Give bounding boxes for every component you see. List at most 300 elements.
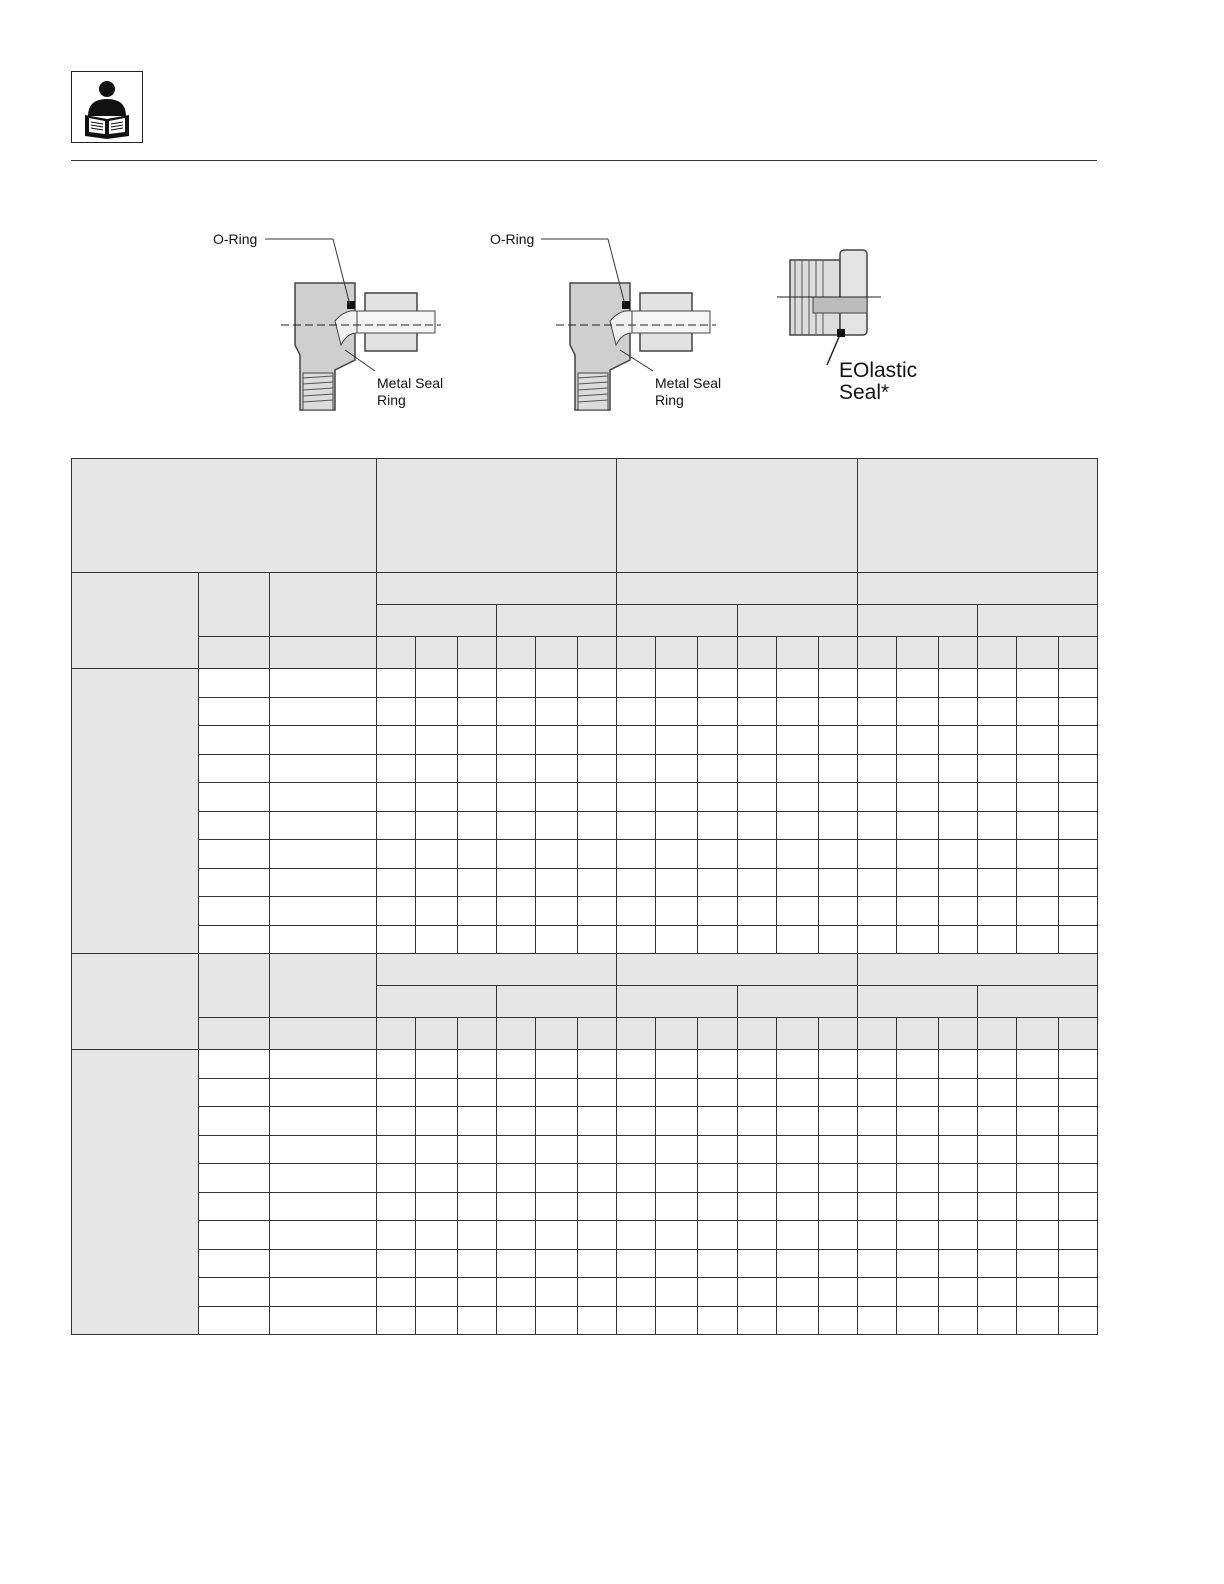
data-cell — [1017, 1135, 1059, 1164]
data-cell — [270, 897, 377, 926]
data-cell — [199, 726, 270, 755]
data-cell — [1059, 897, 1098, 926]
unit-header-cell — [416, 637, 458, 669]
unit-header-cell — [536, 637, 578, 669]
data-cell — [497, 1306, 536, 1335]
data-cell — [978, 669, 1017, 698]
data-cell — [978, 1306, 1017, 1335]
data-cell — [1017, 840, 1059, 869]
data-cell — [978, 840, 1017, 869]
data-cell — [578, 897, 617, 926]
data-cell — [939, 754, 978, 783]
data-cell — [1017, 754, 1059, 783]
title-cell-group-2 — [617, 459, 858, 573]
data-cell — [1059, 1107, 1098, 1136]
data-cell — [819, 840, 858, 869]
table-row — [72, 1078, 1098, 1107]
data-cell — [978, 726, 1017, 755]
data-cell — [1017, 783, 1059, 812]
data-cell — [617, 697, 656, 726]
data-cell — [939, 1050, 978, 1079]
data-cell — [777, 1050, 819, 1079]
data-cell — [698, 726, 738, 755]
data-cell — [858, 1221, 897, 1250]
unit-header-cell — [1059, 637, 1098, 669]
data-cell — [536, 1192, 578, 1221]
unit-header-cell — [777, 637, 819, 669]
data-cell — [738, 868, 777, 897]
data-cell — [858, 1107, 897, 1136]
section-1-label-cell — [72, 573, 199, 669]
table-row — [72, 1050, 1098, 1079]
data-cell — [458, 925, 497, 954]
data-cell — [819, 897, 858, 926]
subgroup-header-cell — [617, 986, 738, 1018]
unit-header-cell — [458, 1018, 497, 1050]
data-cell — [458, 1078, 497, 1107]
data-cell — [777, 1135, 819, 1164]
data-cell — [1059, 1135, 1098, 1164]
data-cell — [270, 1135, 377, 1164]
data-cell — [819, 1164, 858, 1193]
data-cell — [578, 1249, 617, 1278]
unit-header-cell — [738, 1018, 777, 1050]
data-cell — [698, 1107, 738, 1136]
data-cell — [698, 925, 738, 954]
data-cell — [497, 783, 536, 812]
data-cell — [497, 1050, 536, 1079]
data-cell — [1017, 897, 1059, 926]
data-cell — [777, 1192, 819, 1221]
data-cell — [656, 811, 698, 840]
subgroup-header-cell — [497, 986, 617, 1018]
subgroup-header-cell — [738, 986, 858, 1018]
person-reading-manual-icon — [72, 72, 142, 142]
unit-header-cell — [656, 1018, 698, 1050]
unit-header-cell — [270, 1018, 377, 1050]
data-cell — [458, 754, 497, 783]
table-row — [72, 811, 1098, 840]
data-cell — [536, 1249, 578, 1278]
section-1-category-cell — [72, 669, 199, 954]
data-cell — [1059, 754, 1098, 783]
data-cell — [656, 1135, 698, 1164]
table-row — [72, 1306, 1098, 1335]
table-row — [72, 1278, 1098, 1307]
data-cell — [897, 1050, 939, 1079]
data-cell — [897, 697, 939, 726]
data-cell — [536, 1078, 578, 1107]
table-row — [72, 925, 1098, 954]
unit-header-cell — [270, 637, 377, 669]
data-cell — [897, 1249, 939, 1278]
unit-header-cell — [858, 1018, 897, 1050]
oring-label-left: O-Ring — [213, 231, 258, 247]
data-cell — [270, 1249, 377, 1278]
data-cell — [416, 925, 458, 954]
fitting-diagrams — [205, 225, 965, 425]
data-cell — [858, 697, 897, 726]
data-cell — [939, 811, 978, 840]
data-cell — [656, 1221, 698, 1250]
data-cell — [738, 1249, 777, 1278]
data-cell — [738, 840, 777, 869]
table-row — [72, 1249, 1098, 1278]
data-cell — [377, 1249, 416, 1278]
data-cell — [738, 1221, 777, 1250]
data-cell — [978, 1050, 1017, 1079]
data-cell — [978, 1278, 1017, 1307]
unit-header-cell — [1059, 1018, 1098, 1050]
data-cell — [458, 1221, 497, 1250]
data-cell — [897, 897, 939, 926]
data-cell — [416, 1221, 458, 1250]
data-cell — [578, 783, 617, 812]
subgroup-header-cell — [738, 605, 858, 637]
data-cell — [698, 1306, 738, 1335]
eolastic-seal-label-1: EOlastic — [839, 359, 918, 382]
unit-header-cell — [199, 1018, 270, 1050]
data-cell — [1017, 1078, 1059, 1107]
data-cell — [377, 1221, 416, 1250]
unit-header-cell — [458, 637, 497, 669]
data-cell — [939, 1221, 978, 1250]
data-cell — [698, 1278, 738, 1307]
data-cell — [199, 1164, 270, 1193]
data-cell — [199, 897, 270, 926]
data-cell — [656, 1306, 698, 1335]
data-cell — [656, 1249, 698, 1278]
data-cell — [458, 868, 497, 897]
data-cell — [270, 868, 377, 897]
data-cell — [1059, 1164, 1098, 1193]
data-cell — [458, 840, 497, 869]
data-cell — [497, 1164, 536, 1193]
data-cell — [416, 1192, 458, 1221]
data-cell — [978, 783, 1017, 812]
data-cell — [819, 1221, 858, 1250]
data-cell — [199, 1107, 270, 1136]
data-cell — [777, 868, 819, 897]
data-cell — [1017, 868, 1059, 897]
data-cell — [939, 1078, 978, 1107]
data-cell — [536, 1221, 578, 1250]
data-cell — [698, 840, 738, 869]
unit-header-cell — [536, 1018, 578, 1050]
data-cell — [738, 897, 777, 926]
data-cell — [377, 840, 416, 869]
data-cell — [199, 1278, 270, 1307]
data-cell — [978, 697, 1017, 726]
table-row — [72, 697, 1098, 726]
data-cell — [1017, 1050, 1059, 1079]
data-cell — [858, 669, 897, 698]
data-cell — [497, 1278, 536, 1307]
data-cell — [578, 1278, 617, 1307]
data-cell — [738, 1164, 777, 1193]
table-title-row — [72, 459, 1098, 573]
data-cell — [416, 897, 458, 926]
table-row — [72, 1164, 1098, 1193]
data-cell — [1017, 1306, 1059, 1335]
data-cell — [858, 1278, 897, 1307]
data-cell — [199, 1078, 270, 1107]
data-cell — [497, 868, 536, 897]
unit-header-cell — [858, 637, 897, 669]
unit-header-cell — [1017, 1018, 1059, 1050]
data-cell — [578, 1135, 617, 1164]
data-cell — [698, 1221, 738, 1250]
data-cell — [270, 754, 377, 783]
data-cell — [777, 1306, 819, 1335]
data-cell — [416, 726, 458, 755]
data-cell — [858, 868, 897, 897]
subgroup-header-cell — [858, 986, 978, 1018]
data-cell — [978, 1192, 1017, 1221]
data-cell — [416, 783, 458, 812]
unit-header-cell — [978, 1018, 1017, 1050]
data-cell — [1059, 1278, 1098, 1307]
data-cell — [377, 697, 416, 726]
metal-seal-label-middle-1: Metal Seal — [655, 375, 722, 391]
data-cell — [698, 1135, 738, 1164]
data-cell — [698, 1164, 738, 1193]
data-cell — [738, 697, 777, 726]
data-cell — [897, 1306, 939, 1335]
data-cell — [497, 840, 536, 869]
data-cell — [199, 1306, 270, 1335]
data-cell — [858, 1078, 897, 1107]
data-cell — [578, 1078, 617, 1107]
data-cell — [819, 1306, 858, 1335]
data-cell — [939, 726, 978, 755]
data-cell — [978, 868, 1017, 897]
data-cell — [777, 1164, 819, 1193]
data-cell — [1059, 697, 1098, 726]
group-header-cell — [377, 954, 617, 986]
data-cell — [939, 669, 978, 698]
subgroup-header-cell — [858, 605, 978, 637]
data-cell — [738, 726, 777, 755]
data-cell — [777, 1249, 819, 1278]
data-cell — [536, 925, 578, 954]
data-cell — [578, 811, 617, 840]
data-cell — [939, 1306, 978, 1335]
table-row — [72, 1135, 1098, 1164]
data-cell — [738, 1135, 777, 1164]
data-cell — [1017, 726, 1059, 755]
data-cell — [777, 783, 819, 812]
data-cell — [656, 868, 698, 897]
data-cell — [458, 811, 497, 840]
data-cell — [199, 868, 270, 897]
data-cell — [858, 925, 897, 954]
data-cell — [199, 754, 270, 783]
thread-header-cell — [270, 954, 377, 1018]
data-cell — [738, 1078, 777, 1107]
group-header-cell — [377, 573, 617, 605]
data-cell — [978, 897, 1017, 926]
data-cell — [698, 897, 738, 926]
data-cell — [656, 697, 698, 726]
unit-header-cell — [416, 1018, 458, 1050]
data-cell — [377, 783, 416, 812]
data-cell — [858, 1050, 897, 1079]
unit-header-cell — [617, 1018, 656, 1050]
data-cell — [416, 754, 458, 783]
data-cell — [536, 697, 578, 726]
data-cell — [978, 1135, 1017, 1164]
group-header-cell — [617, 573, 858, 605]
data-cell — [819, 697, 858, 726]
data-cell — [536, 897, 578, 926]
unit-header-cell — [738, 637, 777, 669]
data-cell — [270, 1078, 377, 1107]
data-cell — [617, 669, 656, 698]
size-header-cell — [199, 573, 270, 637]
data-cell — [578, 754, 617, 783]
data-cell — [458, 1050, 497, 1079]
data-cell — [377, 669, 416, 698]
data-cell — [617, 726, 656, 755]
data-cell — [858, 840, 897, 869]
data-cell — [617, 1249, 656, 1278]
unit-header-cell — [897, 1018, 939, 1050]
data-cell — [1059, 783, 1098, 812]
data-cell — [270, 1050, 377, 1079]
data-cell — [497, 1135, 536, 1164]
section-2-category-cell — [72, 1050, 199, 1335]
data-cell — [698, 754, 738, 783]
data-cell — [738, 925, 777, 954]
data-cell — [897, 1135, 939, 1164]
table-row — [72, 868, 1098, 897]
data-cell — [617, 840, 656, 869]
data-cell — [1059, 811, 1098, 840]
data-cell — [858, 1164, 897, 1193]
data-cell — [939, 1107, 978, 1136]
data-cell — [458, 1306, 497, 1335]
data-cell — [698, 669, 738, 698]
data-cell — [656, 1278, 698, 1307]
unit-header-cell — [1017, 637, 1059, 669]
data-cell — [819, 726, 858, 755]
data-cell — [536, 1164, 578, 1193]
data-cell — [897, 925, 939, 954]
unit-header-cell — [497, 1018, 536, 1050]
table-row — [72, 897, 1098, 926]
data-cell — [270, 1107, 377, 1136]
data-cell — [199, 783, 270, 812]
data-cell — [777, 811, 819, 840]
data-cell — [738, 783, 777, 812]
unit-header-cell — [377, 1018, 416, 1050]
data-cell — [897, 1107, 939, 1136]
data-cell — [777, 1278, 819, 1307]
data-cell — [777, 669, 819, 698]
subgroup-header-cell — [497, 605, 617, 637]
title-cell-description — [72, 459, 377, 573]
data-cell — [497, 1192, 536, 1221]
data-cell — [819, 868, 858, 897]
data-cell — [939, 1164, 978, 1193]
data-cell — [497, 811, 536, 840]
metal-seal-label-left-1: Metal Seal — [377, 375, 444, 391]
data-cell — [738, 1306, 777, 1335]
data-cell — [377, 897, 416, 926]
data-cell — [416, 1306, 458, 1335]
unit-header-cell — [819, 637, 858, 669]
data-cell — [416, 1278, 458, 1307]
data-cell — [458, 1278, 497, 1307]
data-cell — [1059, 1050, 1098, 1079]
data-cell — [617, 1221, 656, 1250]
data-cell — [698, 1192, 738, 1221]
unit-header-cell — [497, 637, 536, 669]
metal-seal-label-middle-2: Ring — [655, 392, 684, 408]
data-cell — [858, 1192, 897, 1221]
data-cell — [738, 669, 777, 698]
unit-header-cell — [698, 637, 738, 669]
data-cell — [897, 1078, 939, 1107]
data-cell — [1017, 811, 1059, 840]
data-cell — [458, 1192, 497, 1221]
eolastic-seal-label-2: Seal* — [839, 381, 890, 404]
data-cell — [270, 1306, 377, 1335]
data-cell — [897, 840, 939, 869]
data-cell — [819, 1278, 858, 1307]
subgroup-header-cell — [978, 605, 1098, 637]
unit-header-cell — [978, 637, 1017, 669]
group-header-cell — [617, 954, 858, 986]
data-cell — [777, 897, 819, 926]
data-cell — [416, 840, 458, 869]
data-cell — [1059, 1078, 1098, 1107]
data-cell — [858, 811, 897, 840]
data-cell — [939, 697, 978, 726]
data-cell — [578, 1164, 617, 1193]
data-cell — [497, 697, 536, 726]
data-cell — [416, 669, 458, 698]
data-cell — [377, 811, 416, 840]
data-cell — [656, 726, 698, 755]
data-cell — [458, 1135, 497, 1164]
table-row — [72, 669, 1098, 698]
data-cell — [617, 1050, 656, 1079]
data-cell — [377, 726, 416, 755]
table-row — [72, 754, 1098, 783]
data-cell — [270, 783, 377, 812]
data-cell — [738, 754, 777, 783]
data-cell — [458, 697, 497, 726]
data-cell — [656, 1164, 698, 1193]
data-cell — [617, 1278, 656, 1307]
thread-header-cell — [270, 573, 377, 637]
data-cell — [458, 1249, 497, 1278]
data-cell — [270, 669, 377, 698]
section-1-header-row — [72, 573, 1098, 605]
data-cell — [536, 1107, 578, 1136]
data-cell — [777, 697, 819, 726]
data-cell — [777, 840, 819, 869]
data-cell — [377, 1078, 416, 1107]
data-cell — [578, 868, 617, 897]
data-cell — [416, 811, 458, 840]
data-cell — [536, 1135, 578, 1164]
data-cell — [617, 1135, 656, 1164]
data-cell — [617, 754, 656, 783]
data-cell — [497, 1221, 536, 1250]
